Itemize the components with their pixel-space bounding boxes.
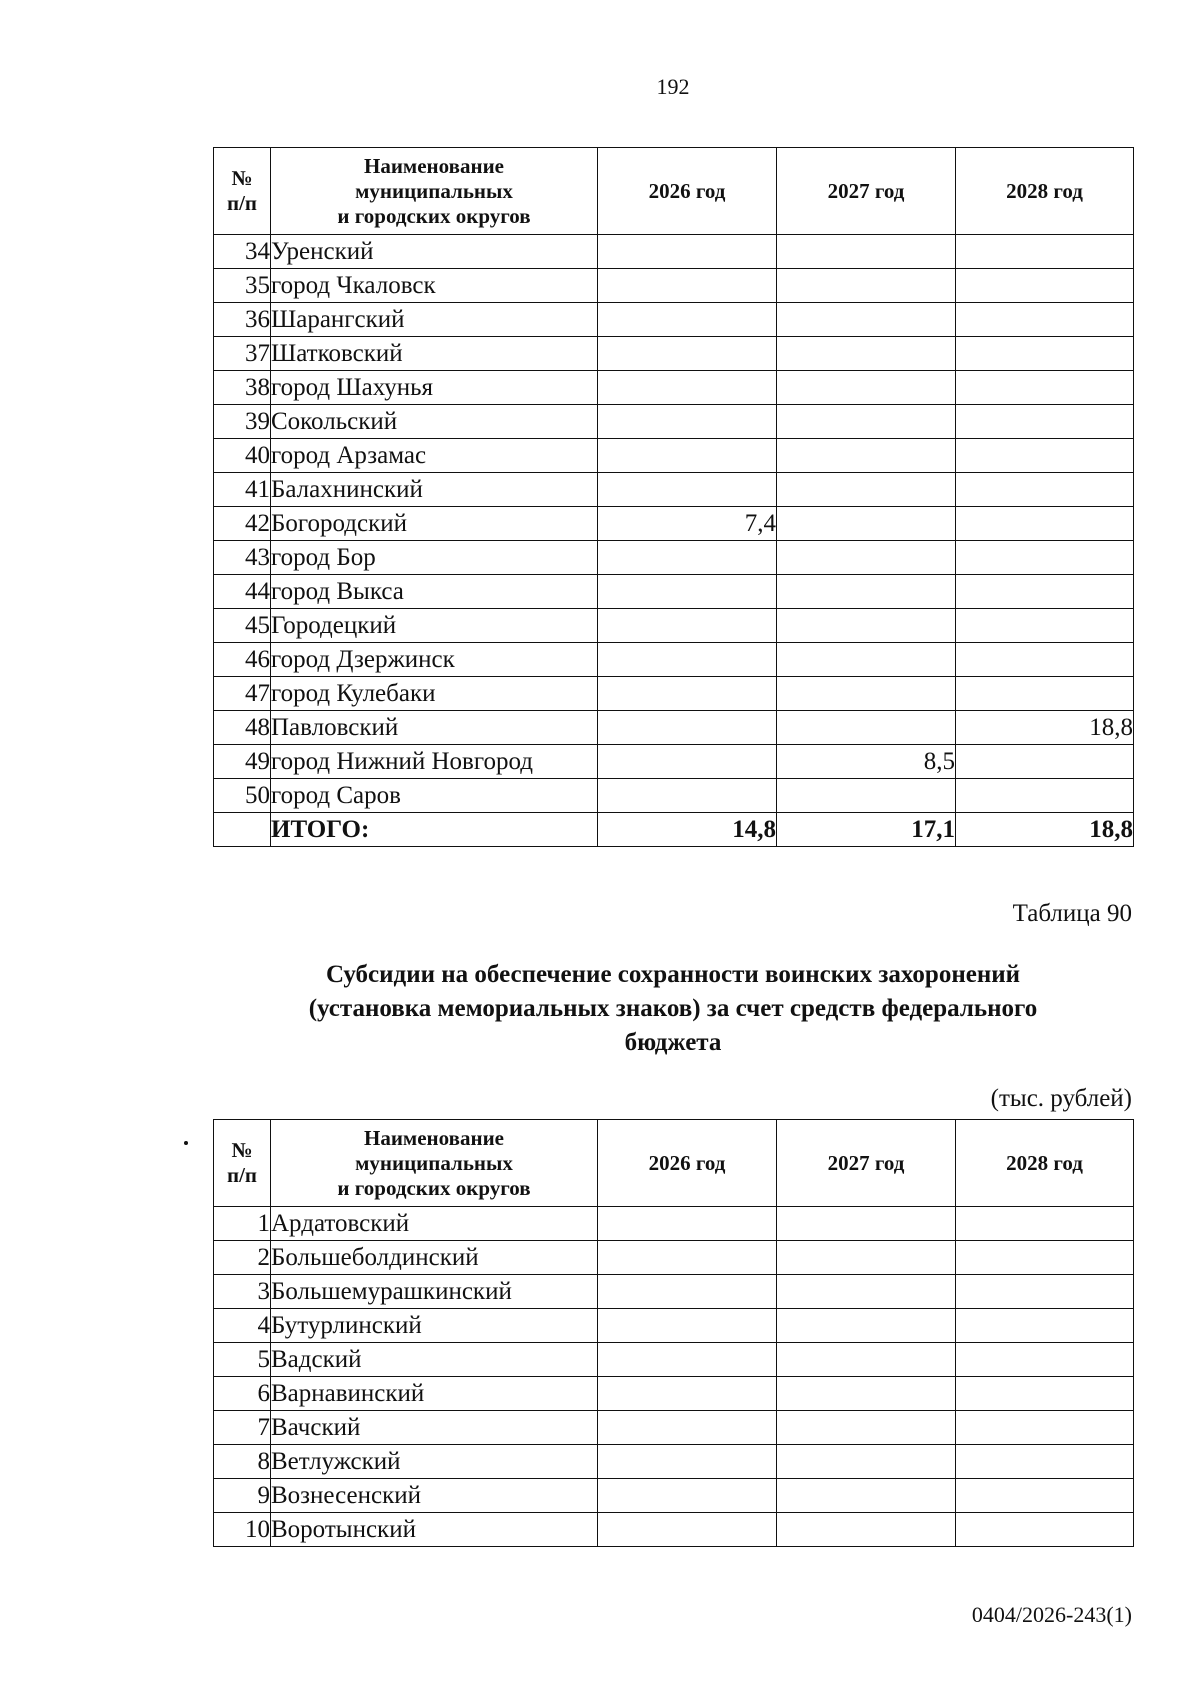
row-name: город Выкса: [271, 575, 598, 609]
value-2026: [598, 1275, 777, 1309]
value-2026: [598, 1309, 777, 1343]
row-name: Вадский: [271, 1343, 598, 1377]
table-90: [213, 1119, 1134, 1547]
row-number: 37: [214, 337, 271, 371]
row-number: 8: [214, 1445, 271, 1479]
row-number: 41: [214, 473, 271, 507]
value-2027: [777, 643, 956, 677]
table-row: [214, 235, 1134, 269]
value-2027: [777, 575, 956, 609]
value-2026: [598, 745, 777, 779]
value-2028: [956, 1241, 1134, 1275]
row-number: 39: [214, 405, 271, 439]
table-row: [214, 575, 1134, 609]
value-2027: [777, 405, 956, 439]
row-number: 5: [214, 1343, 271, 1377]
table-row: [214, 473, 1134, 507]
value-2028: [956, 337, 1134, 371]
value-2028: [956, 1343, 1134, 1377]
value-2026: [598, 269, 777, 303]
value-2027: [777, 541, 956, 575]
table-row: [214, 609, 1134, 643]
value-2026: [598, 1207, 777, 1241]
row-name: город Саров: [271, 779, 598, 813]
value-2026: [598, 677, 777, 711]
total-row: [214, 813, 1134, 847]
table-caption: Таблица 90: [1012, 900, 1132, 927]
row-name: город Дзержинск: [271, 643, 598, 677]
row-number: 2: [214, 1241, 271, 1275]
title-line: Субсидии на обеспечение сохранности воинских захоронений: [325, 961, 1021, 988]
value-2026: 7,4: [598, 507, 777, 541]
value-2027: [777, 1207, 956, 1241]
value-2028: 18,8: [956, 711, 1134, 745]
row-name: город Бор: [271, 541, 598, 575]
value-2028: [956, 677, 1134, 711]
table-row: [214, 1377, 1134, 1411]
value-2026: [598, 711, 777, 745]
row-name: Ветлужский: [271, 1445, 598, 1479]
total-label: ИТОГО:: [271, 813, 598, 847]
row-name: Воротынский: [271, 1513, 598, 1547]
value-2026: [598, 439, 777, 473]
value-2028: [956, 745, 1134, 779]
row-number: 43: [214, 541, 271, 575]
header-2027: 2027 год: [777, 148, 956, 235]
row-name: Павловский: [271, 711, 598, 745]
table-row: [214, 1275, 1134, 1309]
table-row: [214, 1207, 1134, 1241]
value-2027: [777, 1445, 956, 1479]
value-2026: [598, 1377, 777, 1411]
row-name: город Шахунья: [271, 371, 598, 405]
row-name: Большеболдинский: [271, 1241, 598, 1275]
table-row: [214, 541, 1134, 575]
value-2027: [777, 1479, 956, 1513]
row-number: 40: [214, 439, 271, 473]
value-2028: [956, 1411, 1134, 1445]
table-row: [214, 1479, 1134, 1513]
value-2026: [598, 473, 777, 507]
row-name: Большемурашкинский: [271, 1275, 598, 1309]
row-number: 50: [214, 779, 271, 813]
value-2027: [777, 507, 956, 541]
row-number: 36: [214, 303, 271, 337]
row-name: Вознесенский: [271, 1479, 598, 1513]
table-row: [214, 1309, 1134, 1343]
value-2027: [777, 303, 956, 337]
row-number: 48: [214, 711, 271, 745]
row-name: Шатковский: [271, 337, 598, 371]
value-2026: [598, 1479, 777, 1513]
table-row: [214, 507, 1134, 541]
table-row: [214, 405, 1134, 439]
value-2026: [598, 1411, 777, 1445]
value-2028: [956, 609, 1134, 643]
row-number: 1: [214, 1207, 271, 1241]
value-2026: [598, 779, 777, 813]
value-2028: [956, 541, 1134, 575]
value-2026: [598, 643, 777, 677]
total-2027: 17,1: [777, 813, 956, 847]
value-2027: 8,5: [777, 745, 956, 779]
row-number: 35: [214, 269, 271, 303]
value-2027: [777, 779, 956, 813]
row-name: Бутурлинский: [271, 1309, 598, 1343]
value-2026: [598, 1241, 777, 1275]
value-2028: [956, 575, 1134, 609]
row-number: 6: [214, 1377, 271, 1411]
total-2028: 18,8: [956, 813, 1134, 847]
row-name: Балахнинский: [271, 473, 598, 507]
row-number: 7: [214, 1411, 271, 1445]
header-2028: 2028 год: [956, 1120, 1134, 1207]
row-name: город Арзамас: [271, 439, 598, 473]
row-name: Вачский: [271, 1411, 598, 1445]
value-2026: [598, 1343, 777, 1377]
value-2028: [956, 1513, 1134, 1547]
total-2026: 14,8: [598, 813, 777, 847]
table-row: [214, 1445, 1134, 1479]
row-number: 9: [214, 1479, 271, 1513]
value-2027: [777, 1411, 956, 1445]
title-line: (установка мемориальных знаков) за счет средств федерального: [308, 995, 1038, 1022]
value-2027: [777, 677, 956, 711]
value-2028: [956, 1445, 1134, 1479]
row-number: 47: [214, 677, 271, 711]
row-number: 46: [214, 643, 271, 677]
value-2027: [777, 337, 956, 371]
table-row: [214, 711, 1134, 745]
row-number: 10: [214, 1513, 271, 1547]
value-2027: [777, 371, 956, 405]
value-2028: [956, 779, 1134, 813]
table-row: [214, 371, 1134, 405]
value-2028: [956, 371, 1134, 405]
value-2026: [598, 1513, 777, 1547]
table-row: [214, 1241, 1134, 1275]
row-number: 42: [214, 507, 271, 541]
row-number: 49: [214, 745, 271, 779]
table-row: [214, 337, 1134, 371]
table-row: [214, 1513, 1134, 1547]
header-2028: 2028 год: [956, 148, 1134, 235]
total-num-cell: [214, 813, 271, 847]
row-number: 4: [214, 1309, 271, 1343]
value-2026: [598, 405, 777, 439]
row-number: 44: [214, 575, 271, 609]
row-number: 3: [214, 1275, 271, 1309]
value-2027: [777, 1377, 956, 1411]
table-header-row: [214, 148, 1134, 235]
value-2026: [598, 609, 777, 643]
title-line: бюджета: [624, 1029, 722, 1056]
value-2027: [777, 269, 956, 303]
table-row: [214, 779, 1134, 813]
row-number: 45: [214, 609, 271, 643]
value-2028: [956, 235, 1134, 269]
row-name: Шарангский: [271, 303, 598, 337]
row-name: Городецкий: [271, 609, 598, 643]
scan-speck: [184, 1141, 188, 1145]
value-2027: [777, 609, 956, 643]
value-2028: [956, 643, 1134, 677]
value-2028: [956, 303, 1134, 337]
value-2028: [956, 1377, 1134, 1411]
row-number: 34: [214, 235, 271, 269]
value-2027: [777, 1241, 956, 1275]
value-2028: [956, 269, 1134, 303]
header-name: Наименование муниципальных и городских округов: [271, 1120, 598, 1207]
header-name: Наименование муниципальных и городских округов: [271, 148, 598, 235]
table-row: [214, 269, 1134, 303]
value-2027: [777, 1275, 956, 1309]
header-2027: 2027 год: [777, 1120, 956, 1207]
value-2028: [956, 439, 1134, 473]
row-name: Богородский: [271, 507, 598, 541]
value-2028: [956, 1309, 1134, 1343]
header-num: № п/п: [214, 148, 271, 235]
row-name: Сокольский: [271, 405, 598, 439]
value-2027: [777, 235, 956, 269]
row-name: город Нижний Новгород: [271, 745, 598, 779]
table-row: [214, 745, 1134, 779]
table-row: [214, 1343, 1134, 1377]
value-2027: [777, 1513, 956, 1547]
value-2027: [777, 473, 956, 507]
row-name: Ардатовский: [271, 1207, 598, 1241]
header-num: № п/п: [214, 1120, 271, 1207]
value-2026: [598, 575, 777, 609]
row-name: город Чкаловск: [271, 269, 598, 303]
row-name: Уренский: [271, 235, 598, 269]
value-2028: [956, 507, 1134, 541]
row-name: город Кулебаки: [271, 677, 598, 711]
table-row: [214, 303, 1134, 337]
table-row: [214, 643, 1134, 677]
units-label: (тыс. рублей): [990, 1085, 1132, 1112]
value-2026: [598, 1445, 777, 1479]
value-2028: [956, 1275, 1134, 1309]
value-2027: [777, 1309, 956, 1343]
table-continued: [213, 147, 1134, 847]
value-2026: [598, 235, 777, 269]
value-2028: [956, 1207, 1134, 1241]
row-name: Варнавинский: [271, 1377, 598, 1411]
value-2026: [598, 371, 777, 405]
value-2027: [777, 1343, 956, 1377]
table-title: [0, 958, 1200, 1060]
value-2026: [598, 541, 777, 575]
value-2026: [598, 337, 777, 371]
document-code: 0404/2026-243(1): [971, 1602, 1132, 1627]
header-2026: 2026 год: [598, 148, 777, 235]
table-row: [214, 439, 1134, 473]
table-row: [214, 677, 1134, 711]
value-2027: [777, 711, 956, 745]
table-header-row: [214, 1120, 1134, 1207]
value-2028: [956, 473, 1134, 507]
header-2026: 2026 год: [598, 1120, 777, 1207]
value-2028: [956, 405, 1134, 439]
value-2026: [598, 303, 777, 337]
value-2028: [956, 1479, 1134, 1513]
row-number: 38: [214, 371, 271, 405]
table-row: [214, 1411, 1134, 1445]
page-number: 192: [656, 74, 690, 99]
value-2027: [777, 439, 956, 473]
